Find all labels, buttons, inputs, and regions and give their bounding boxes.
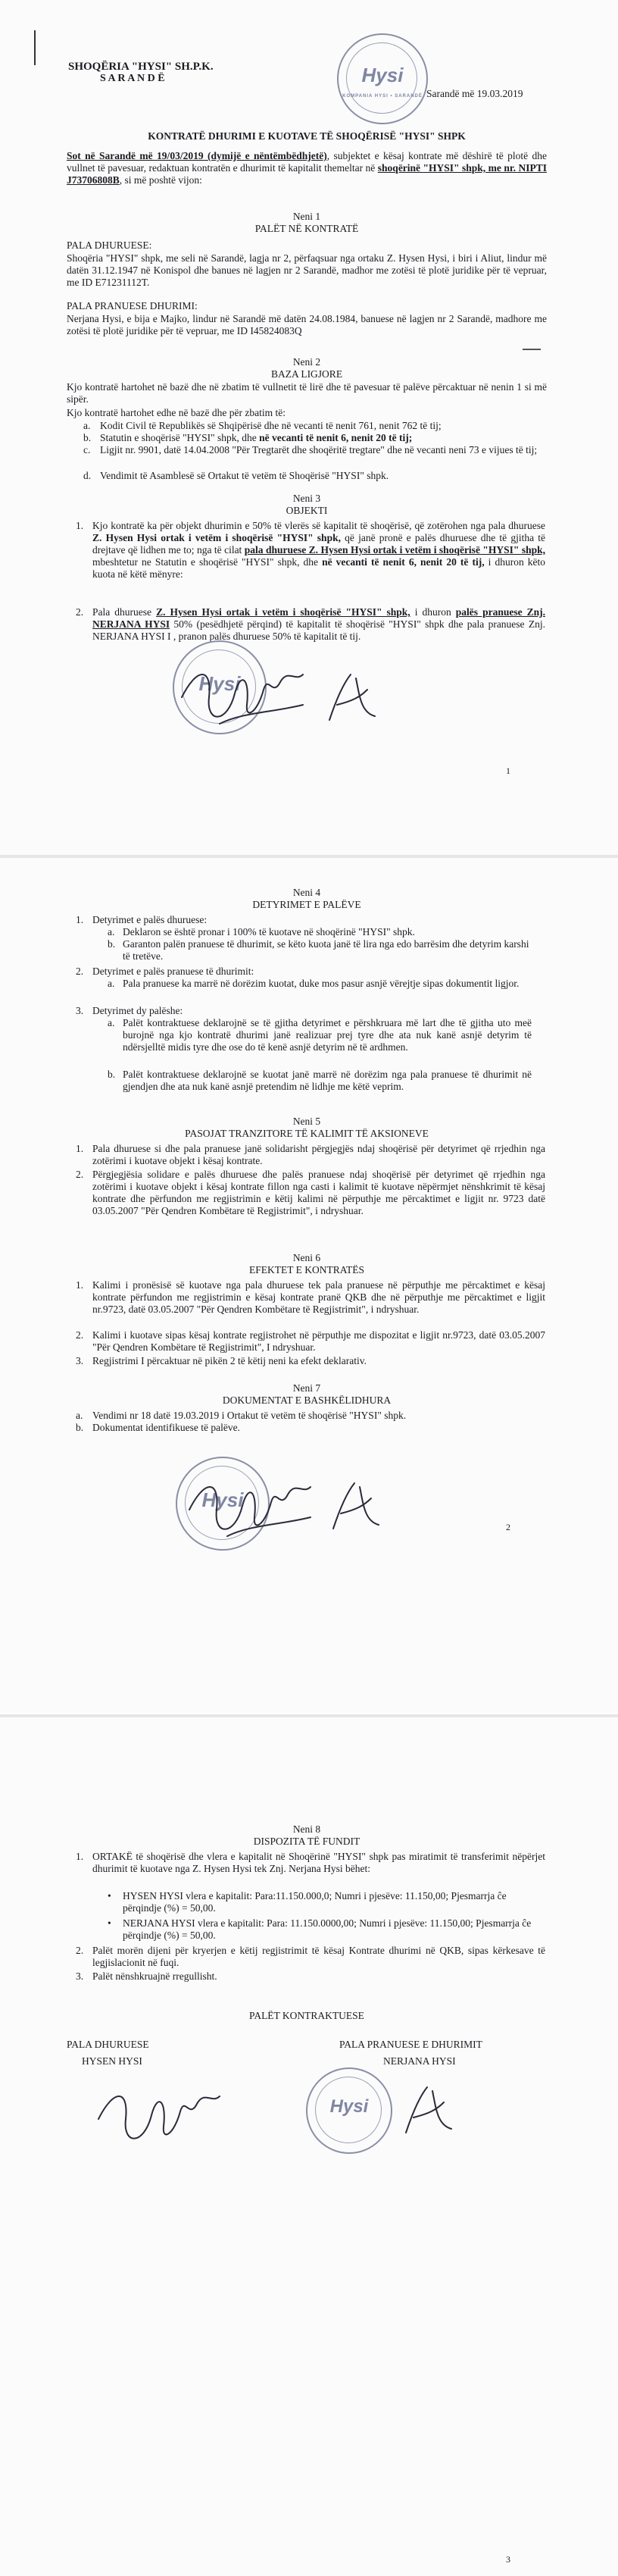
neni-4-title: DETYRIMET E PALËVE [252, 899, 361, 910]
page-1 [0, 0, 618, 855]
neni-2-item-b: b. Statutin e shoqërisë "HYSI" shpk, dhe në vecanti të nenit 6, nenit 20 të tij; [83, 432, 413, 443]
intro-paragraph: Sot në Sarandë më 19/03/2019 (dymijë e nëntëmbëdhjetë), subjektet e kësaj kontrate më dëshirë të plotë dhe vullnet të pavesuar, redaktuan kontratën e dhurimit të kapitalit themeltar në shoqërinë "HYSI" shpk, me nr. NIPTI J73706808B, si më poshtë vijon: [67, 150, 548, 186]
neni-8-item-2: 2. Palët morën dijeni për kryerjen e këtij regjistrimit të kësaj Kontrate dhurimi në QKB, sipas kërkesave të legjislacionit në fuqi. [76, 1945, 545, 1968]
donor-name: HYSEN HYSI [82, 2055, 142, 2067]
neni-6-item-3: 3. Regjistrimi I përcaktuar në pikën 2 të këtij neni ka efekt deklarativ. [76, 1355, 367, 1366]
page-3-seal: Hysi [306, 2067, 392, 2154]
neni-8-item-1b: • NERJANA HYSI vlera e kapitalit: Para: 11.150.0000,00; Numri i pjesëve: 11.150,00; Pjesmarrja ĉe përqindje (%) = 50,00. [108, 1917, 532, 1941]
receiver-label: PALA PRANUESE DHURIMI: [67, 300, 198, 311]
neni-7-heading: Neni 7 [292, 1382, 321, 1394]
receiver-role: PALA PRANUESE E DHURIMIT [339, 2039, 482, 2050]
neni-6-title: EFEKTET E KONTRATËS [249, 1264, 364, 1275]
receiver-text: Nerjana Hysi, e bija e Majko, lindur në Sarandë më datën 24.08.1984, banuese në lagjen nr 2 Sarandë, madhore me zotësi të plotë juridike për të vepruar, me ID I45824083Q [67, 313, 547, 336]
margin-mark [34, 30, 36, 65]
neni-4-item-1: 1. Detyrimet e palës dhuruese: [76, 914, 208, 925]
neni-2-intro-2: Kjo kontratë hartohet edhe në bazë dhe për zbatim të: [67, 407, 286, 418]
neni-8-item-1a: • HYSEN HYSI vlera e kapitalit: Para:11.150.000,0; Numri i pjesëve: 11.150,00; Pjesmarrja ĉe përqindje (%) = 50,00. [108, 1890, 507, 1914]
page-1-signature-donor [174, 652, 311, 735]
neni-4-item-1b: b. Garanton palën pranuese të dhurimit, se këto kuota janë të lira nga edo barrësim dhe detyrim karshi të tretëve. [108, 938, 529, 962]
neni-4-item-1a: a. Deklaron se është pronar i 100% të kuotave në shoqërinë "HYSI" shpk. [108, 926, 415, 937]
neni-4-item-3a: a. Palët kontraktuese deklarojnë se të gjitha detyrimet e përshkruara më lart dhe të gjitha uto meë burojnë nga kjo kontratë dhurimi janë realizuar prej tyre dhe ata nuk kanë asnjë detyrim të ndërsjelltë midis tyre dhe ose do të kenë asnjë detyrim në të ardhmen. [108, 1017, 532, 1053]
margin-mark-2 [523, 349, 541, 350]
neni-2-item-c: c. Ligjit nr. 9901, datë 14.04.2008 "Për Tregtarët dhe shoqëritë tregtare" dhe në vecanti neni 73 e vijues të tij; [83, 444, 538, 455]
company-city: S A R A N D Ë [100, 73, 165, 84]
neni-1-heading: Neni 1 [292, 211, 321, 222]
page-2-signature-receiver [318, 1476, 386, 1536]
receiver-name: NERJANA HYSI [383, 2055, 456, 2067]
neni-5-item-2: 2. Përgjegjësia solidare e palës dhuruese dhe palës pranuese ndaj shoqërisë për detyrimet që rrjedhin nga zotërimi i kuotave objekt i kësaj kontrate fillon nga casti i kalimit të kuotave nëpërmjet nënshkrimit të kësaj kontrate dhe përfundon me regjistrimin e këtij kalimi në përputhje me përcaktimet e ligjit nr. 9723 datë 03.05.2007 "Për Qendren Kombëtare të Regjistrimit", i ndryshuar. [76, 1169, 545, 1216]
neni-4-item-3b: b. Palët kontraktuese deklarojnë se kuotat janë marrë në dorëzim nga pala pranuese të dhurimit në gjendjen dhe ata nuk kanë asnjë pretendim në lidhje me këtë veprim. [108, 1069, 532, 1092]
neni-6-item-2: 2. Kalimi i kuotave sipas kësaj kontrate regjistrohet në përputhje me dispozitat e ligjit nr.9723, datë 03.05.2007 "Për Qendren Kombëtare të Regjistrimit", I ndryshuar. [76, 1329, 545, 1353]
document-date: Sarandë më 19.03.2019 [426, 88, 523, 99]
neni-6-item-1: 1. Kalimi i pronësisë së kuotave nga pala dhuruese tek pala pranuese në përputhje me përcaktimet e kësaj kontrate përfundon me regjistrimin e kësaj kontrate pranë QKB dhe në përputhje me përcaktimet e ligjit nr.9723, datë 03.05.2007 "Për Qendren Kombëtare të Regjistrimit", i ndryshuar. [76, 1279, 545, 1315]
page-number: 2 [506, 1522, 510, 1532]
page-3-signature-receiver [391, 2080, 459, 2140]
neni-5-title: PASOJAT TRANZITORE TË KALIMIT TË AKSIONEVE [185, 1128, 429, 1139]
page-2 [0, 858, 618, 1713]
page-3-signature-donor [91, 2074, 227, 2157]
page-1-seal: Hysi [173, 640, 267, 734]
parties-title: PALËT KONTRAKTUESE [249, 2010, 364, 2021]
donor-role: PALA DHURUESE [67, 2039, 149, 2050]
neni-8-item-3: 3. Palët nënshkruajnë rregullisht. [76, 1970, 217, 1982]
document-title: KONTRATË DHURIMI E KUOTAVE TË SHOQËRISË "HYSI" SHPK [148, 130, 466, 142]
neni-8-title: DISPOZITA TË FUNDIT [253, 1836, 360, 1847]
page-number: 1 [506, 765, 510, 776]
neni-4-item-2a: a. Pala pranuese ka marrë në dorëzim kuotat, duke mos pasur asnjë vërejtje sipas dokumentit ligjor. [108, 978, 520, 989]
neni-5-heading: Neni 5 [292, 1116, 321, 1127]
page-3 [0, 1717, 618, 2576]
neni-2-heading: Neni 2 [292, 356, 321, 368]
page-2-seal: Hysi [176, 1457, 270, 1551]
neni-2-intro: Kjo kontratë hartohet në bazë dhe në zbatim të vullnetit të lirë dhe të pavesuar të palëve përcaktuar në nenin 1 si më sipër. [67, 381, 547, 405]
page-2-signature-donor [182, 1464, 318, 1548]
neni-8-heading: Neni 8 [292, 1823, 321, 1835]
page-number: 3 [506, 2554, 510, 2565]
neni-4-item-2: 2. Detyrimet e palës pranuese të dhurimit: [76, 966, 254, 977]
company-seal: Hysi KOMPANIA HYSI • SARANDË [337, 33, 428, 124]
neni-7-item-b: b. Dokumentat identifikuese të palëve. [76, 1422, 240, 1433]
neni-4-item-3: 3. Detyrimet dy palëshe: [76, 1005, 183, 1016]
neni-7-title: DOKUMENTAT E BASHKËLIDHURA [222, 1394, 392, 1406]
neni-3-heading: Neni 3 [292, 493, 321, 504]
page-1-signature-receiver [314, 667, 382, 728]
neni-6-heading: Neni 6 [292, 1252, 321, 1263]
neni-2-item-a: a. Kodit Civil të Republikës së Shqipërisë dhe në vecanti të nenit 761, nenit 762 të tij; [83, 420, 442, 431]
neni-2-title: BAZA LIGJORE [270, 368, 343, 380]
neni-4-heading: Neni 4 [292, 887, 321, 898]
neni-1-title: PALËT NË KONTRATË [254, 223, 359, 234]
neni-2-item-d: d. Vendimit të Asamblesë së Ortakut të vetëm të Shoqërisë "HYSI" shpk. [83, 470, 389, 481]
neni-5-item-1: 1. Pala dhuruese si dhe pala pranuese janë solidarisht përgjegjës ndaj shoqërisë për detyrimet që rrjedhin nga zotërimi i kuotave objekt i kësaj kontrate. [76, 1143, 545, 1166]
neni-8-item-1: 1. ORTAKË të shoqërisë dhe vlera e kapitalit në Shoqërinë "HYSI" shpk pas miratimit të transferimit nëpërjet dhurimit të kuotave nga Z. Hysen Hysi tek Znj. Nerjana Hysi bëhet: [76, 1851, 545, 1874]
company-name: SHOQËRIA "HYSI" SH.P.K. [68, 61, 214, 73]
donor-text: Shoqëria "HYSI" shpk, me seli në Sarandë, lagja nr 2, përfaqsuar nga ortaku Z. Hysen Hysi, i biri i Aliut, lindur më datën 31.12.1947 në Konispol dhe banues në lagjen nr 2 Sarandë, madhor me zotësi të plotë juridike për të vepruar, me ID E71231112T. [67, 252, 547, 288]
neni-3-item-1: 1. Kjo kontratë ka për objekt dhurimin e 50% të vlerës së kapitalit të shoqërisë, që zotërohen nga pala dhuruese Z. Hysen Hysi ortak i vetëm i shoqërisë "HYSI" shpk, që janë pronë e palës dhuruese dhe të gjitha të drejtave që lidhen me to; nga të cilat pala dhuruese Z. Hysen Hysi ortak i vetëm i shoqërisë "HYSI" shpk, mbeshtetur ne Statutin e shoqërisë "HYSI" shpk, dhe në vecanti të nenit 6, nenit 20 të tij, i dhuron këto kuota në këtë mënyre: [76, 520, 546, 580]
neni-7-item-a: a. Vendimi nr 18 datë 19.03.2019 i Ortakut të vetëm të shoqërisë "HYSI" shpk. [76, 1410, 407, 1421]
neni-3-title: OBJEKTI [286, 505, 328, 516]
donor-label: PALA DHURUESE: [67, 239, 152, 251]
neni-3-item-2: 2. Pala dhuruese Z. Hysen Hysi ortak i vetëm i shoqërisë "HYSI" shpk, i dhuron palës pranuese Znj. NERJANA HYSI 50% (pesëdhjetë përqind) të kapitalit të shoqërisë "HYSI" shpk dhe pala pranuese Znj. NERJANA HYSI I , pranon palës dhuruese 50% të kapitalit të tij. [76, 606, 545, 642]
